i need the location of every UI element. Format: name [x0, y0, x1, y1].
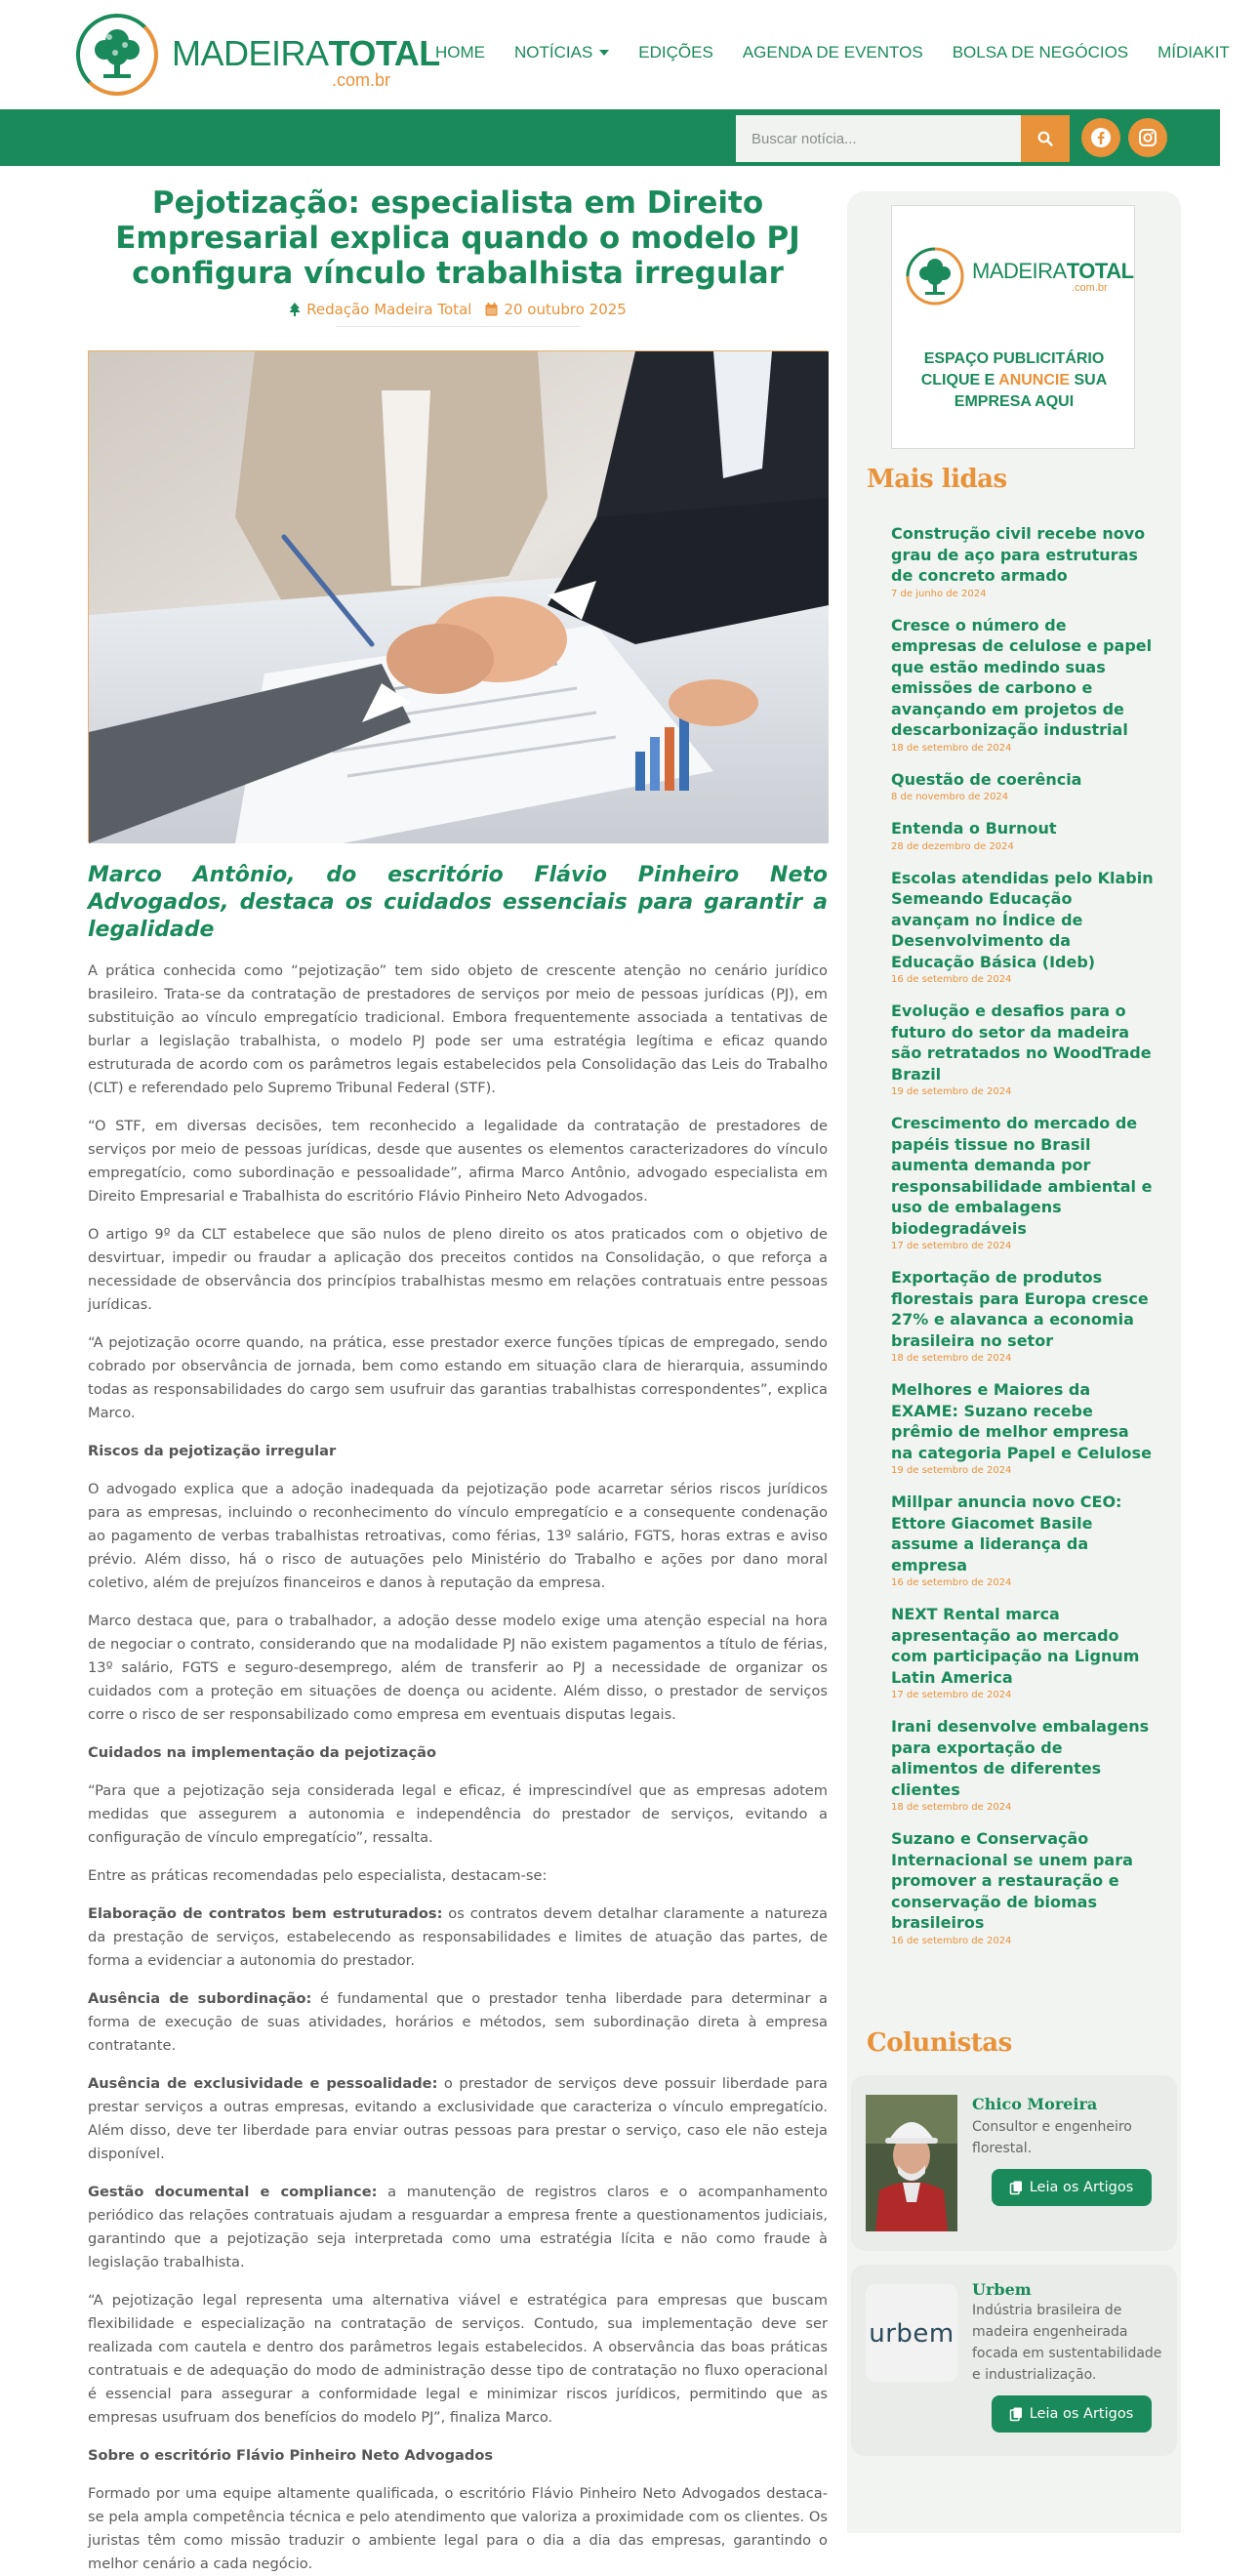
article-paragraph: “A pejotização ocorre quando, na prática, esse prestador exerce funções típicas de empregado, sendo cobrado por observância de jornada, bem como estando em situação clara de hierarquia, assumindo todas as responsabilidades do cargo sem usufruir das garantias trabalhistas correspondentes”, explica Marco. — [88, 1334, 828, 1421]
list-item-title[interactable]: Exportação de produtos florestais para Europa cresce 27% e alavanca a economia brasileira no setor — [891, 1268, 1149, 1350]
nav-home[interactable] — [435, 43, 485, 62]
read-articles-button[interactable] — [992, 2395, 1152, 2433]
avatar — [866, 2095, 957, 2231]
article-paragraph: Entre as práticas recomendadas pelo especialista, destacam-se: — [88, 1867, 548, 1884]
ad-logo-word-bold: TOTAL — [1066, 259, 1134, 283]
search-button[interactable] — [1021, 115, 1070, 162]
list-item[interactable] — [891, 615, 1155, 754]
read-articles-button[interactable] — [992, 2169, 1152, 2206]
section-heading-sobre-text: Sobre o escritório Flávio Pinheiro Neto Advogados — [88, 2447, 494, 2464]
practice-item — [88, 1987, 828, 2058]
copy-icon — [1010, 2181, 1023, 2194]
ad-line-1: ESPAÇO PUBLICITÁRIO — [923, 350, 1105, 367]
article-paragraph: Formado por uma equipe altamente qualificada, o escritório Flávio Pinheiro Neto Advogados destaca-se pela ampla competência técnica e pelo atendimento que valoriza a proximidade com os clientes. Os juristas têm como missão traduzir o ambiente legal para o dia a dia das empresas, garantindo o melhor cenário a cada negócio. — [88, 2485, 828, 2572]
article-author-name: Redação Madeira Total — [306, 301, 472, 318]
instagram-button[interactable] — [1128, 118, 1167, 157]
section-heading-cuidados-text: Cuidados na implementação da pejotização — [88, 1744, 437, 1761]
practice-item — [88, 1902, 828, 1973]
practice-label: Ausência de subordinação: — [88, 1990, 312, 2007]
ad-banner[interactable] — [891, 205, 1135, 449]
tree-icon — [90, 23, 144, 82]
colunistas-heading: Colunistas — [867, 2028, 1012, 2058]
facebook-button[interactable] — [1081, 118, 1120, 157]
facebook-icon — [1090, 127, 1112, 148]
ad-logo-wordmark — [972, 259, 1134, 284]
list-item[interactable] — [891, 818, 1155, 852]
ad-logo-word-regular: MADEIRA — [972, 259, 1067, 283]
list-item-date: 18 de setembro de 2024 — [891, 1353, 1012, 1364]
logo-word-bold: TOTAL — [328, 33, 440, 73]
article-paragraph: “Para que a pejotização seja considerada legal e eficaz, é imprescindível que as empresas adotem medidas que assegurem a autonomia e independência do prestador de serviços, evitando a configuração de vínculo empregatício”, ressalta. — [88, 1782, 828, 1846]
nav-bolsa-label: BOLSA DE NEGÓCIOS — [952, 43, 1129, 61]
logo-domain: .com.br — [332, 70, 391, 90]
list-item-title[interactable]: Suzano e Conservação Internacional se unem para promover a restauração e conservação de biomas brasileiros — [891, 1829, 1133, 1932]
meta-divider — [336, 326, 580, 327]
read-articles-label: Leia os Artigos — [1029, 2180, 1134, 2195]
list-item-title[interactable]: Construção civil recebe novo grau de aço para estruturas de concreto armado — [891, 524, 1146, 585]
list-item-date: 19 de setembro de 2024 — [891, 1086, 1012, 1097]
list-item[interactable] — [891, 1604, 1155, 1700]
list-item-date: 28 de dezembro de 2024 — [891, 840, 1014, 852]
columnist-photo — [866, 2095, 957, 2231]
article-paragraph: Marco destaca que, para o trabalhador, a adoção desse modelo exige uma atenção especial na hora de negociar o contrato, considerando que na modalidade PJ não existem pagamentos a título de férias, 13º salário, FGTS e seguro-desemprego, além de transferir ao PJ a necessidade de organizar os cuidados com a proteção em situações de doença ou acidente. Além disso, o prestador de serviços corre o risco de ser responsabilizado como empresa em eventuais disputas legais. — [88, 1613, 828, 1723]
nav-agenda-label: AGENDA DE EVENTOS — [742, 43, 923, 61]
list-item-title[interactable]: Irani desenvolve embalagens para exportação de alimentos de diferentes clientes — [891, 1717, 1150, 1799]
practice-label: Elaboração de contratos bem estruturados: — [88, 1905, 443, 1922]
list-item-title[interactable]: Escolas atendidas pelo Klabin Semeando Educação avançam no Índice de Desenvolvimento da Educação Básica (Ideb) — [891, 868, 1154, 971]
nav-agenda[interactable] — [743, 43, 923, 62]
nav-edicoes[interactable] — [638, 43, 713, 62]
list-item-title[interactable]: Entenda o Burnout — [891, 819, 1057, 838]
list-item-title[interactable]: Evolução e desafios para o futuro do setor da madeira são retratados no WoodTrade Brazil — [891, 1002, 1152, 1084]
article-hero-image — [88, 350, 828, 842]
logo-wordmark — [172, 33, 440, 74]
practice-item — [88, 2072, 828, 2166]
list-item-date: 7 de junho de 2024 — [891, 588, 987, 599]
ad-line-3: EMPRESA AQUI — [954, 393, 1075, 410]
list-item-title[interactable]: Melhores e Maiores da EXAME: Suzano recebe prêmio de melhor empresa na categoria Papel e Celulose — [891, 1380, 1152, 1462]
article-paragraph: O artigo 9º da CLT estabelece que são nulos de pleno direito os atos praticados com o objetivo de desvirtuar, impedir ou fraudar a aplicação dos preceitos contidos na Consolidação, o que reforça a necessidade de observância dos princípios trabalhistas mesmo em relações contratuais entre pessoas jurídicas. — [88, 1226, 828, 1313]
practice-text: é fundamental que o prestador tenha liberdade para determinar a forma de execução de suas atividades, horários e métodos, sem subordinação direta à empresa contratante. — [88, 1990, 828, 2054]
ad-line-2a: CLIQUE E — [920, 372, 999, 388]
article — [88, 185, 828, 2576]
practice-label: Gestão documental e compliance: — [88, 2184, 378, 2200]
list-item-date: 17 de setembro de 2024 — [891, 1690, 1012, 1700]
practice-item — [88, 2181, 828, 2274]
handshake-photo — [89, 351, 829, 843]
ad-line-2c: SUA — [1070, 372, 1108, 388]
article-subtitle: Marco Antônio, do escritório Flávio Pinheiro Neto Advogados, destaca os cuidados essenciais para garantir a legalidade — [88, 863, 828, 942]
list-item[interactable] — [891, 769, 1155, 803]
ad-line-2b: ANUNCIE — [998, 372, 1071, 388]
practice-label: Ausência de exclusividade e pessoalidade: — [88, 2075, 438, 2092]
nav-midiakit-label: MÍDIAKIT — [1157, 43, 1230, 61]
list-item-title[interactable]: Cresce o número de empresas de celulose e papel que estão medindo suas emissões de carbono e avançando em projetos de descarbonização industrial — [891, 615, 1153, 739]
search-input[interactable] — [736, 115, 1021, 162]
practice-text: o prestador de serviços deve possuir liberdade para prestar serviços a outras empresas, evitando a exclusividade que caracteriza o vínculo empregatício. Além disso, deve ter liberdade para enviar outras pessoas para prestar o serviço, caso ele não esteja disponível. — [88, 2075, 829, 2162]
list-item-title[interactable]: Millpar anuncia novo CEO: Ettore Giacomet Basile assume a liderança da empresa — [891, 1492, 1122, 1574]
list-item-title[interactable]: NEXT Rental marca apresentação ao mercado com participação na Lignum Latin America — [891, 1605, 1140, 1687]
columnist-desc: Consultor e engenheiro florestal. — [972, 2119, 1132, 2156]
list-item[interactable] — [891, 1113, 1155, 1251]
site-logo[interactable] — [76, 14, 440, 96]
nav-bolsa[interactable] — [953, 43, 1128, 62]
list-item-date: 18 de setembro de 2024 — [891, 742, 1012, 754]
search-icon — [1037, 131, 1053, 146]
mais-lidas-heading: Mais lidas — [867, 465, 1007, 494]
read-articles-label: Leia os Artigos — [1029, 2406, 1134, 2422]
section-heading-riscos — [88, 1440, 828, 1463]
list-item[interactable] — [891, 1267, 1155, 1364]
copy-icon — [1010, 2407, 1023, 2421]
article-date — [485, 301, 626, 318]
article-date-text: 20 outubro 2025 — [504, 301, 627, 318]
list-item-date: 19 de setembro de 2024 — [891, 1465, 1012, 1476]
practice-text: a manutenção de registros claros e o acompanhamento periódico das relações contratuais ajudam a resguardar a empresa frente a questionamentos judiciais, garantindo que a pejotização seja interpretada como uma estratégia lícita e não como fraude à legislação trabalhista. — [88, 2184, 828, 2270]
list-item-date: 17 de setembro de 2024 — [891, 1241, 1012, 1251]
list-item-date: 16 de setembro de 2024 — [891, 1935, 1012, 1946]
section-heading-cuidados — [88, 1741, 828, 1765]
tree-icon — [289, 303, 301, 316]
list-item[interactable] — [891, 523, 1155, 599]
list-item[interactable] — [891, 1001, 1155, 1097]
list-item-date: 16 de setembro de 2024 — [891, 974, 1012, 985]
article-author[interactable] — [289, 301, 471, 318]
instagram-icon — [1137, 127, 1158, 148]
columnist-card — [851, 2265, 1177, 2456]
nav-noticias[interactable] — [514, 43, 609, 62]
section-heading-riscos-text: Riscos da pejotização irregular — [88, 1443, 337, 1459]
list-item[interactable] — [891, 1492, 1155, 1588]
list-item-date: 8 de novembro de 2024 — [891, 792, 1009, 802]
article-paragraph: A prática conhecida como “pejotização” tem sido objeto de crescente atenção no cenário jurídico brasileiro. Trata-se da contratação de prestadores de serviços por meio de pessoas jurídicas (PJ), em substituição ao vínculo empregatício tradicional. Embora frequentemente associada a tentativas de burlar a legislação trabalhista, o modelo PJ pode ser uma estratégia legítima e eficaz quando estruturada de acordo com os parâmetros legais estabelecidos pela Consolidação das Leis do Trabalho (CLT) e referendado pelo Supremo Tribunal Federal (STF). — [88, 962, 828, 1096]
sidebar — [847, 191, 1181, 2533]
list-item[interactable] — [891, 868, 1155, 986]
nav-edicoes-label: EDIÇÕES — [638, 43, 713, 61]
list-item-date: 18 de setembro de 2024 — [891, 1802, 1012, 1813]
columnist-card — [851, 2075, 1177, 2251]
ad-logo-domain: .com.br — [1072, 282, 1108, 294]
nav-home-label: HOME — [435, 43, 485, 61]
article-meta — [88, 301, 828, 318]
main-nav — [435, 43, 1259, 62]
columnist-name[interactable]: Chico Moreira — [972, 2095, 1098, 2113]
mais-lidas-list — [891, 523, 1155, 1962]
article-title: Pejotização: especialista em Direito Empresarial explica quando o modelo PJ configura vínculo trabalhista irregular — [115, 185, 800, 291]
list-item[interactable] — [891, 1379, 1155, 1476]
article-paragraph: O advogado explica que a adoção inadequada da pejotização pode acarretar sérios riscos jurídicos para as empresas, incluindo o reconhecimento do vínculo empregatício e a consequente condenação ao pagamento de verbas trabalhistas retroativas, como férias, 13º salário, FGTS, horas extras e aviso prévio. Além disso, há o risco de autuações pelo Ministério do Trabalho e ações por dano moral coletivo, além de prejuízos financeiros e danos à reputação da empresa. — [88, 1481, 828, 1591]
nav-midiakit[interactable] — [1157, 43, 1230, 62]
chevron-down-icon — [599, 50, 609, 56]
section-heading-sobre — [88, 2444, 828, 2468]
article-body — [88, 960, 828, 2576]
article-paragraph: “O STF, em diversas decisões, tem reconhecido a legalidade da contratação de prestadores de serviços por meio de pessoas jurídicas, desde que ausentes os elementos caracterizadores do vínculo empregatício, como subordinação e pessoalidade”, afirma Marco Antônio, advogado especialista em Direito Empresarial e Trabalhista do escritório Flávio Pinheiro Neto Advogados. — [88, 1118, 828, 1205]
list-item[interactable] — [891, 1828, 1155, 1946]
list-item-date: 16 de setembro de 2024 — [891, 1577, 1012, 1588]
ad-text — [902, 348, 1126, 413]
urbem-logo-text: urbem — [869, 2319, 954, 2349]
columnist-logo — [866, 2284, 957, 2382]
logo-word-regular: MADEIRA — [172, 33, 329, 73]
columnist-desc: Indústria brasileira de madeira engenheirada focada em sustentabilidade e industrialização. — [972, 2303, 1162, 2383]
list-item-title[interactable]: Crescimento do mercado de papéis tissue no Brasil aumenta demanda por responsabilidade ambiental e uso de embalagens biodegradáveis — [891, 1114, 1153, 1238]
nav-noticias-label: NOTÍCIAS — [514, 43, 593, 61]
calendar-icon — [485, 303, 498, 316]
ad-line-2 — [902, 370, 1126, 391]
list-item-title[interactable]: Questão de coerência — [891, 769, 1082, 789]
list-item[interactable] — [891, 1716, 1155, 1813]
site-header — [0, 0, 1230, 109]
article-paragraph: “A pejotização legal representa uma alternativa viável e estratégica para empresas que buscam flexibilidade e especialização na contratação de serviços. Contudo, sua implementação deve ser realizada com cautela e dentro dos parâmetros legais estabelecidos. A observância das boas práticas contratuais e de adequação do modo de administração desse tipo de contratação no fluxo operacional é essencial para assegurar a conformidade legal e minimizar riscos jurídicos, permitindo que as empresas usufruam dos benefícios do modelo PJ”, finaliza Marco. — [88, 2292, 828, 2426]
practice-text: os contratos devem detalhar claramente a natureza da prestação de serviços, estabelecendo as responsabilidades e limites de atuação das partes, de forma a evidenciar a autonomia do prestador. — [88, 1905, 828, 1969]
columnist-name[interactable]: Urbem — [972, 2280, 1032, 2299]
